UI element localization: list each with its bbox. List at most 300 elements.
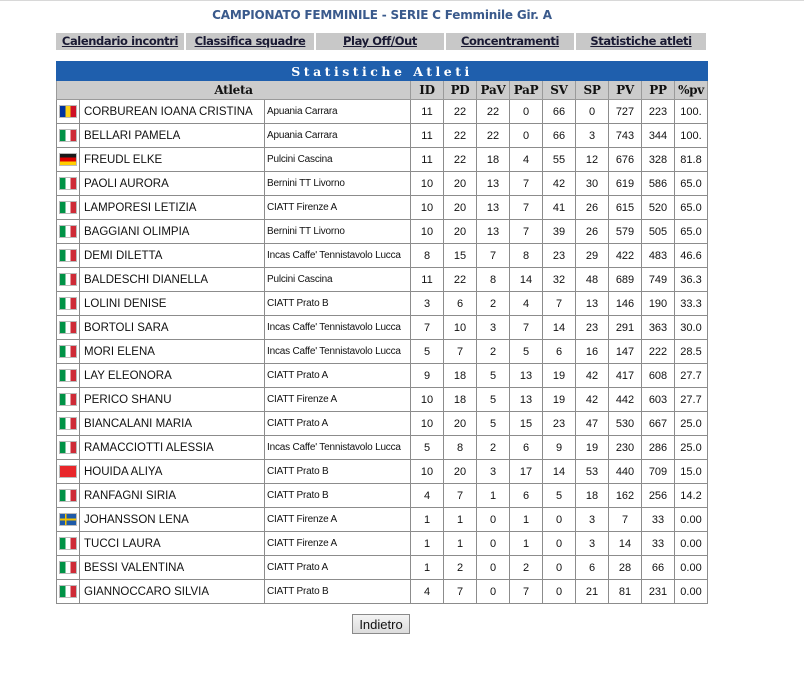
stat-id: 10 — [411, 412, 444, 436]
stat-pd: 18 — [444, 388, 477, 412]
team-name: CIATT Firenze A — [265, 196, 411, 220]
stat-pap: 5 — [510, 340, 543, 364]
stat-pap: 1 — [510, 508, 543, 532]
romania-flag-icon — [60, 106, 76, 117]
stat-pv: 530 — [609, 412, 642, 436]
flag-cell — [57, 436, 80, 460]
stat-pv: 619 — [609, 172, 642, 196]
stat-sp: 3 — [576, 532, 609, 556]
flag-cell — [57, 244, 80, 268]
stat-pav: 2 — [477, 340, 510, 364]
stat-pp: 231 — [642, 580, 675, 604]
stat-pct-pv: 65.0 — [675, 196, 708, 220]
stat-pap: 0 — [510, 124, 543, 148]
stat-pp: 520 — [642, 196, 675, 220]
stat-id: 7 — [411, 316, 444, 340]
header-pv: PV — [609, 81, 642, 100]
table-row — [57, 484, 708, 508]
stat-pd: 7 — [444, 340, 477, 364]
stat-pd: 20 — [444, 196, 477, 220]
stat-pp: 608 — [642, 364, 675, 388]
table-row — [57, 460, 708, 484]
nav-bar — [56, 33, 706, 50]
table-row — [57, 580, 708, 604]
team-name: CIATT Prato B — [265, 484, 411, 508]
flag-cell — [57, 268, 80, 292]
flag-cell — [57, 316, 80, 340]
stat-pap: 7 — [510, 316, 543, 340]
athlete-name: FREUDL ELKE — [80, 148, 265, 172]
stat-pd: 20 — [444, 460, 477, 484]
stat-pap: 13 — [510, 388, 543, 412]
stat-pap: 1 — [510, 532, 543, 556]
team-name: CIATT Prato A — [265, 364, 411, 388]
stat-pv: 146 — [609, 292, 642, 316]
stat-pav: 13 — [477, 172, 510, 196]
stat-pp: 222 — [642, 340, 675, 364]
stat-pv: 417 — [609, 364, 642, 388]
stat-pd: 2 — [444, 556, 477, 580]
stat-pct-pv: 27.7 — [675, 388, 708, 412]
stat-pp: 667 — [642, 412, 675, 436]
stat-pav: 5 — [477, 364, 510, 388]
table-row — [57, 532, 708, 556]
stat-pap: 7 — [510, 220, 543, 244]
stat-sp: 23 — [576, 316, 609, 340]
stat-pct-pv: 25.0 — [675, 412, 708, 436]
stat-sv: 42 — [543, 172, 576, 196]
team-name: Bernini TT Livorno — [265, 220, 411, 244]
stat-pd: 7 — [444, 580, 477, 604]
team-name: CIATT Firenze A — [265, 508, 411, 532]
stat-pp: 363 — [642, 316, 675, 340]
athlete-name: BELLARI PAMELA — [80, 124, 265, 148]
table-row — [57, 220, 708, 244]
stat-sp: 42 — [576, 364, 609, 388]
italy-flag-icon — [60, 490, 76, 501]
stat-pd: 22 — [444, 124, 477, 148]
stat-pap: 2 — [510, 556, 543, 580]
athlete-name: LAY ELEONORA — [80, 364, 265, 388]
table-row — [57, 412, 708, 436]
athlete-stats-table — [56, 61, 708, 604]
stat-sv: 23 — [543, 244, 576, 268]
stat-pav: 5 — [477, 412, 510, 436]
stat-pp: 190 — [642, 292, 675, 316]
header-sv: SV — [543, 81, 576, 100]
italy-flag-icon — [60, 586, 76, 597]
stat-pp: 344 — [642, 124, 675, 148]
italy-flag-icon — [60, 274, 76, 285]
stat-sv: 19 — [543, 388, 576, 412]
team-name: Incas Caffe' Tennistavolo Lucca — [265, 436, 411, 460]
team-name: CIATT Prato A — [265, 556, 411, 580]
stat-id: 1 — [411, 508, 444, 532]
flag-cell — [57, 508, 80, 532]
top-divider — [0, 0, 804, 1]
table-row — [57, 556, 708, 580]
stat-pct-pv: 0.00 — [675, 580, 708, 604]
flag-cell — [57, 148, 80, 172]
athlete-name: DEMI DILETTA — [80, 244, 265, 268]
stat-pct-pv: 14.2 — [675, 484, 708, 508]
stat-pct-pv: 36.3 — [675, 268, 708, 292]
table-row — [57, 508, 708, 532]
flag-cell — [57, 364, 80, 388]
sweden-flag-icon — [60, 514, 76, 525]
table-row — [57, 292, 708, 316]
italy-flag-icon — [60, 298, 76, 309]
stat-id: 1 — [411, 556, 444, 580]
table-row — [57, 316, 708, 340]
stat-pct-pv: 0.00 — [675, 532, 708, 556]
italy-flag-icon — [60, 178, 76, 189]
stat-pp: 223 — [642, 100, 675, 124]
stat-pap: 6 — [510, 484, 543, 508]
stat-sv: 23 — [543, 412, 576, 436]
athlete-name: BAGGIANI OLIMPIA — [80, 220, 265, 244]
nav-calendario-incontri[interactable]: Calendario incontri — [56, 33, 184, 50]
athlete-name: RAMACCIOTTI ALESSIA — [80, 436, 265, 460]
stat-sv: 14 — [543, 460, 576, 484]
stat-pd: 8 — [444, 436, 477, 460]
stat-sv: 6 — [543, 340, 576, 364]
athlete-name: RANFAGNI SIRIA — [80, 484, 265, 508]
stat-pd: 22 — [444, 268, 477, 292]
stat-sp: 26 — [576, 196, 609, 220]
stat-pct-pv: 28.5 — [675, 340, 708, 364]
italy-flag-icon — [60, 346, 76, 357]
stat-pav: 18 — [477, 148, 510, 172]
stat-pav: 8 — [477, 268, 510, 292]
flag-cell — [57, 220, 80, 244]
team-name: CIATT Firenze A — [265, 388, 411, 412]
team-name: Pulcini Cascina — [265, 268, 411, 292]
stat-id: 8 — [411, 244, 444, 268]
stat-sp: 47 — [576, 412, 609, 436]
stat-sp: 13 — [576, 292, 609, 316]
team-name: Apuania Carrara — [265, 124, 411, 148]
flag-cell — [57, 460, 80, 484]
flag-cell — [57, 292, 80, 316]
stat-id: 5 — [411, 436, 444, 460]
stat-pp: 328 — [642, 148, 675, 172]
stat-id: 4 — [411, 484, 444, 508]
team-name: CIATT Prato A — [265, 412, 411, 436]
flag-cell — [57, 388, 80, 412]
table-row — [57, 172, 708, 196]
stat-pap: 15 — [510, 412, 543, 436]
stat-sp: 53 — [576, 460, 609, 484]
stat-pp: 483 — [642, 244, 675, 268]
stat-sp: 19 — [576, 436, 609, 460]
table-row — [57, 364, 708, 388]
stat-pct-pv: 100. — [675, 124, 708, 148]
stat-pap: 7 — [510, 580, 543, 604]
table-row — [57, 388, 708, 412]
stat-pav: 2 — [477, 436, 510, 460]
stat-pd: 1 — [444, 532, 477, 556]
stat-pap: 7 — [510, 172, 543, 196]
stat-pd: 20 — [444, 172, 477, 196]
stat-sp: 3 — [576, 124, 609, 148]
athlete-name: JOHANSSON LENA — [80, 508, 265, 532]
stat-pav: 5 — [477, 388, 510, 412]
stat-pd: 10 — [444, 316, 477, 340]
italy-flag-icon — [60, 442, 76, 453]
stat-pp: 749 — [642, 268, 675, 292]
stat-pv: 14 — [609, 532, 642, 556]
stat-pd: 1 — [444, 508, 477, 532]
stat-pv: 422 — [609, 244, 642, 268]
athlete-name: BALDESCHI DIANELLA — [80, 268, 265, 292]
stat-pct-pv: 65.0 — [675, 220, 708, 244]
italy-flag-icon — [60, 538, 76, 549]
stat-pv: 442 — [609, 388, 642, 412]
stat-pap: 17 — [510, 460, 543, 484]
stat-pv: 147 — [609, 340, 642, 364]
stat-sp: 6 — [576, 556, 609, 580]
stat-id: 10 — [411, 196, 444, 220]
table-row — [57, 196, 708, 220]
athlete-name: CORBUREAN IOANA CRISTINA — [80, 100, 265, 124]
stat-pav: 22 — [477, 124, 510, 148]
stat-sv: 39 — [543, 220, 576, 244]
header-pd: PD — [444, 81, 477, 100]
stat-sp: 42 — [576, 388, 609, 412]
stat-pd: 22 — [444, 100, 477, 124]
athlete-name: PAOLI AURORA — [80, 172, 265, 196]
team-name: CIATT Prato B — [265, 460, 411, 484]
stat-sv: 9 — [543, 436, 576, 460]
stat-pct-pv: 15.0 — [675, 460, 708, 484]
table-row — [57, 124, 708, 148]
stat-sp: 21 — [576, 580, 609, 604]
team-name: Bernini TT Livorno — [265, 172, 411, 196]
flag-cell — [57, 412, 80, 436]
team-name: Pulcini Cascina — [265, 148, 411, 172]
team-name: Incas Caffe' Tennistavolo Lucca — [265, 244, 411, 268]
athlete-name: MORI ELENA — [80, 340, 265, 364]
stat-sv: 66 — [543, 100, 576, 124]
athlete-name: GIANNOCCARO SILVIA — [80, 580, 265, 604]
stat-sv: 0 — [543, 532, 576, 556]
stat-pp: 709 — [642, 460, 675, 484]
stat-id: 1 — [411, 532, 444, 556]
stat-pv: 689 — [609, 268, 642, 292]
stat-pv: 7 — [609, 508, 642, 532]
table-row — [57, 244, 708, 268]
team-name: Apuania Carrara — [265, 100, 411, 124]
back-button[interactable]: Indietro — [352, 614, 410, 634]
nav-play-off-out[interactable]: Play Off/Out — [316, 33, 444, 50]
stat-pav: 2 — [477, 292, 510, 316]
stat-pv: 81 — [609, 580, 642, 604]
table-row — [57, 148, 708, 172]
stat-id: 9 — [411, 364, 444, 388]
stat-pd: 15 — [444, 244, 477, 268]
italy-flag-icon — [60, 226, 76, 237]
stat-id: 3 — [411, 292, 444, 316]
stat-sv: 5 — [543, 484, 576, 508]
italy-flag-icon — [60, 322, 76, 333]
stat-pct-pv: 30.0 — [675, 316, 708, 340]
stat-pd: 20 — [444, 220, 477, 244]
athlete-name: BIANCALANI MARIA — [80, 412, 265, 436]
stat-pav: 0 — [477, 580, 510, 604]
stat-sv: 7 — [543, 292, 576, 316]
stat-pv: 743 — [609, 124, 642, 148]
flag-cell — [57, 172, 80, 196]
stat-pd: 6 — [444, 292, 477, 316]
stat-pp: 586 — [642, 172, 675, 196]
red-flag-icon — [60, 466, 76, 477]
stat-id: 10 — [411, 172, 444, 196]
stat-pct-pv: 0.00 — [675, 556, 708, 580]
stat-pap: 13 — [510, 364, 543, 388]
team-name: CIATT Prato B — [265, 580, 411, 604]
header-id: ID — [411, 81, 444, 100]
stat-pav: 7 — [477, 244, 510, 268]
stat-pav: 0 — [477, 532, 510, 556]
team-name: Incas Caffe' Tennistavolo Lucca — [265, 316, 411, 340]
flag-cell — [57, 340, 80, 364]
stat-pv: 230 — [609, 436, 642, 460]
italy-flag-icon — [60, 562, 76, 573]
stat-pp: 603 — [642, 388, 675, 412]
flag-cell — [57, 556, 80, 580]
stat-pav: 1 — [477, 484, 510, 508]
header-atleta: Atleta — [57, 81, 411, 100]
stat-pv: 727 — [609, 100, 642, 124]
stat-pap: 4 — [510, 292, 543, 316]
nav-classifica-squadre[interactable]: Classifica squadre — [186, 33, 314, 50]
table-caption: Statistiche Atleti — [57, 62, 708, 81]
stat-pct-pv: 33.3 — [675, 292, 708, 316]
table-row — [57, 340, 708, 364]
nav-statistiche-atleti[interactable]: Statistiche atleti — [576, 33, 706, 50]
stat-pv: 440 — [609, 460, 642, 484]
italy-flag-icon — [60, 250, 76, 261]
stat-sp: 26 — [576, 220, 609, 244]
stat-pap: 6 — [510, 436, 543, 460]
stat-sv: 14 — [543, 316, 576, 340]
stat-pv: 291 — [609, 316, 642, 340]
stat-sp: 18 — [576, 484, 609, 508]
stat-pv: 162 — [609, 484, 642, 508]
table-row — [57, 100, 708, 124]
stat-pp: 286 — [642, 436, 675, 460]
stat-sv: 32 — [543, 268, 576, 292]
athlete-name: BORTOLI SARA — [80, 316, 265, 340]
flag-cell — [57, 580, 80, 604]
stat-sp: 3 — [576, 508, 609, 532]
stat-pct-pv: 100. — [675, 100, 708, 124]
stat-sv: 41 — [543, 196, 576, 220]
stat-pv: 676 — [609, 148, 642, 172]
athlete-name: HOUIDA ALIYA — [80, 460, 265, 484]
stat-pv: 579 — [609, 220, 642, 244]
stat-pp: 33 — [642, 508, 675, 532]
stat-pp: 256 — [642, 484, 675, 508]
stat-sv: 55 — [543, 148, 576, 172]
stat-sv: 0 — [543, 556, 576, 580]
stat-pav: 13 — [477, 196, 510, 220]
flag-cell — [57, 124, 80, 148]
header-pap: PaP — [510, 81, 543, 100]
stat-pav: 13 — [477, 220, 510, 244]
stat-sv: 0 — [543, 508, 576, 532]
page-title: CAMPIONATO FEMMINILE - SERIE C Femminile Gir. A — [212, 8, 552, 22]
italy-flag-icon — [60, 130, 76, 141]
nav-concentramenti[interactable]: Concentramenti — [446, 33, 574, 50]
stat-sv: 0 — [543, 580, 576, 604]
athlete-name: LOLINI DENISE — [80, 292, 265, 316]
stat-id: 11 — [411, 268, 444, 292]
stat-id: 4 — [411, 580, 444, 604]
stat-pd: 18 — [444, 364, 477, 388]
stat-sp: 48 — [576, 268, 609, 292]
stat-id: 5 — [411, 340, 444, 364]
stat-pav: 3 — [477, 460, 510, 484]
stat-sp: 0 — [576, 100, 609, 124]
stat-sp: 16 — [576, 340, 609, 364]
stat-pd: 22 — [444, 148, 477, 172]
italy-flag-icon — [60, 418, 76, 429]
header-pct-pv: %pv — [675, 81, 708, 100]
header-pav: PaV — [477, 81, 510, 100]
athlete-name: LAMPORESI LETIZIA — [80, 196, 265, 220]
header-sp: SP — [576, 81, 609, 100]
stat-pap: 14 — [510, 268, 543, 292]
stat-pct-pv: 65.0 — [675, 172, 708, 196]
stat-pp: 33 — [642, 532, 675, 556]
flag-cell — [57, 196, 80, 220]
team-name: CIATT Prato B — [265, 292, 411, 316]
stat-id: 11 — [411, 100, 444, 124]
stat-pav: 3 — [477, 316, 510, 340]
stat-pv: 28 — [609, 556, 642, 580]
team-name: Incas Caffe' Tennistavolo Lucca — [265, 340, 411, 364]
stat-pap: 8 — [510, 244, 543, 268]
flag-cell — [57, 100, 80, 124]
stat-sv: 66 — [543, 124, 576, 148]
stat-sp: 29 — [576, 244, 609, 268]
stat-pav: 0 — [477, 556, 510, 580]
stat-pap: 4 — [510, 148, 543, 172]
stat-id: 10 — [411, 388, 444, 412]
stat-pd: 20 — [444, 412, 477, 436]
table-row — [57, 436, 708, 460]
table-row — [57, 268, 708, 292]
stat-pct-pv: 81.8 — [675, 148, 708, 172]
athlete-name: BESSI VALENTINA — [80, 556, 265, 580]
athlete-name: PERICO SHANU — [80, 388, 265, 412]
stat-pct-pv: 46.6 — [675, 244, 708, 268]
stat-pap: 0 — [510, 100, 543, 124]
stat-pct-pv: 0.00 — [675, 508, 708, 532]
stat-pp: 66 — [642, 556, 675, 580]
stat-pp: 505 — [642, 220, 675, 244]
italy-flag-icon — [60, 370, 76, 381]
italy-flag-icon — [60, 394, 76, 405]
stat-pav: 22 — [477, 100, 510, 124]
stat-id: 10 — [411, 460, 444, 484]
germany-flag-icon — [60, 154, 76, 165]
flag-cell — [57, 484, 80, 508]
stat-pv: 615 — [609, 196, 642, 220]
stat-sv: 19 — [543, 364, 576, 388]
